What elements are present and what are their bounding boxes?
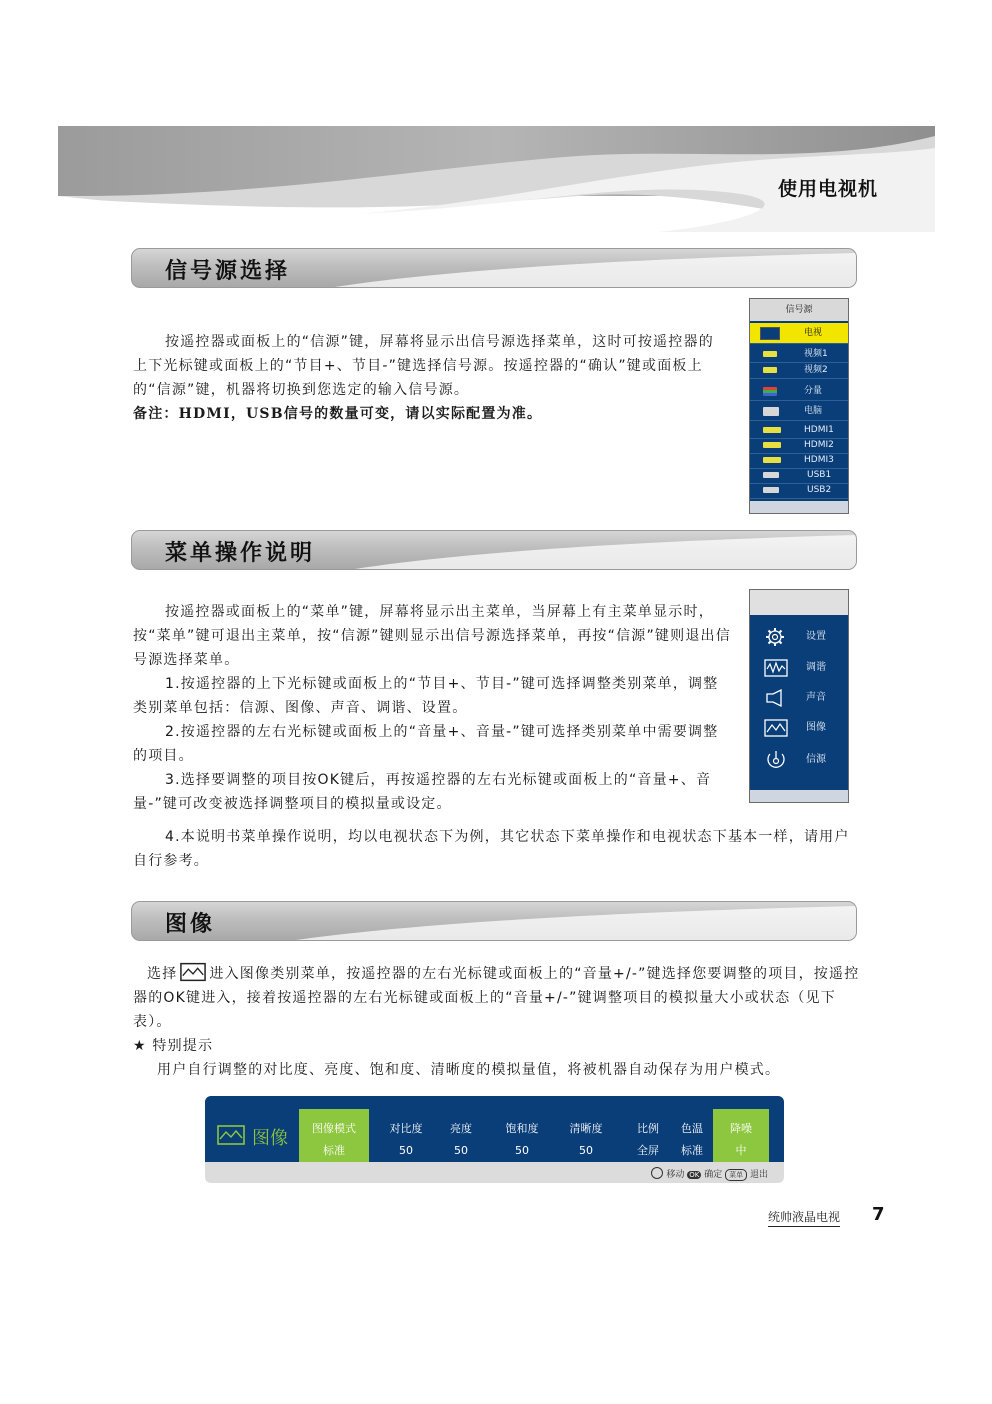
main-menu-footer [750,790,848,802]
menu-key-icon: 菜单 [725,1169,747,1181]
source-item-label: 分量 [804,386,823,396]
source-item-usb2[interactable] [750,483,848,499]
picture-col-color-temp[interactable]: 色温 标准 [681,1122,703,1157]
picture-icon [764,718,788,738]
source-menu [749,298,849,514]
source-item-hdmi2[interactable] [750,438,848,454]
section-bar-signal-source [131,248,857,288]
source-item-label: HDMI2 [804,440,834,450]
ok-key-icon: OK [689,1171,700,1179]
hdmi-icon [763,457,781,463]
tv-icon [760,327,780,340]
source-item-label: HDMI3 [804,455,834,465]
section2-paragraph-5: 4.本说明书菜单操作说明，均以电视状态下为例，其它状态下菜单操作和电视状态下基本一样，请用户自行参考。 [133,829,850,869]
source-menu-footer [750,501,848,513]
help-move: 移动 [666,1170,685,1180]
main-menu-item-settings[interactable] [764,626,844,648]
main-menu-item-label: 设置 [806,631,826,642]
source-item-label: HDMI1 [804,425,834,435]
picture-col-aspect[interactable]: 比例 全屏 [637,1122,659,1157]
av-cable-icon [763,351,777,357]
main-menu-item-sound[interactable] [764,687,844,709]
section2-paragraph-4: 3.选择要调整的项目按OK键后，再按遥控器的左右光标键或面板上的“音量+、音量-”键可改变被选择调整项目的模拟量或设定。 [133,772,712,812]
section-bar-menu-operation [131,530,857,570]
main-menu-header [750,590,848,615]
section-title: 图像 [165,912,216,937]
source-item-label: 视频2 [804,365,828,375]
main-menu-item-source[interactable] [764,749,844,771]
picture-menu-bar [205,1096,784,1162]
source-item-tv[interactable] [750,323,848,344]
section1-body [133,330,723,426]
main-menu-item-label: 信源 [806,754,826,765]
source-item-label: USB2 [807,485,832,495]
page-header-title: 使用电视机 [778,178,879,200]
help-exit: 退出 [749,1170,768,1180]
main-menu-item-picture[interactable] [764,717,844,739]
hdmi-icon [763,442,781,448]
picture-menu-help [651,1167,768,1181]
av-cable-icon [763,367,777,373]
picture-col-mode[interactable]: 图像模式 标准 [312,1122,356,1157]
section2-paragraph-1: 按遥控器或面板上的“菜单”键，屏幕将显示出主菜单，当屏幕上有主菜单显示时，按“菜单”键可退出主菜单，按“信源”键则显示出信号源选择菜单，再按“信源”键则退出信号源选择菜单。 [133,604,731,668]
usb-icon [763,487,779,493]
section3-intro-after: 进入图像类别菜单，按遥控器的左右光标键或面板上的“音量+/-”键选择您要调整的项目，按遥控器的OK键进入，接着按遥控器的左右光标键或面板上的“音量+/-”键调整项目的模拟量大小或状态（见下表）。 [133,966,860,1030]
section2-paragraph-3: 2.按遥控器的左右光标键或面板上的“音量+、音量-”键可选择类别菜单中需要调整的项目。 [133,724,719,764]
picture-col-saturation[interactable]: 饱和度 50 [505,1122,539,1157]
vga-icon [763,407,779,416]
source-item-label: 电脑 [804,406,823,416]
picture-col-noise-reduction[interactable]: 降噪 中 [730,1122,752,1157]
component-cable-icon [763,387,777,396]
source-item-av2[interactable] [750,363,848,379]
picture-col-contrast[interactable]: 对比度 50 [389,1122,423,1157]
section-bar-picture [131,901,857,941]
main-menu [749,589,849,803]
source-item-label: 电视 [804,328,823,338]
main-menu-item-label: 调谐 [806,662,826,673]
move-icon [651,1167,663,1179]
source-item-hdmi1[interactable] [750,423,848,439]
source-item-label: USB1 [807,470,832,480]
picture-menu-label: 图像 [252,1128,288,1149]
speaker-icon [764,688,788,708]
picture-icon [217,1125,245,1145]
picture-menu [205,1096,784,1183]
section3-intro-before: 选择 [147,966,178,982]
hdmi-icon [763,427,781,433]
picture-col-sharpness[interactable]: 清晰度 50 [569,1122,603,1157]
source-icon [764,750,788,770]
special-tip-title: ★ 特别提示 [133,1038,214,1054]
section1-note: 备注：HDMI，USB信号的数量可变，请以实际配置为准。 [133,406,543,422]
section2-body-full [133,825,861,873]
footer-brand: 统帅液晶电视 [768,1208,840,1227]
picture-icon [180,962,206,982]
source-menu-title: 信号源 [750,299,848,321]
usb-icon [763,472,779,478]
main-menu-item-tuning[interactable] [764,657,844,679]
picture-col-brightness[interactable]: 亮度 50 [450,1122,472,1157]
help-ok: 确定 [704,1170,723,1180]
source-item-pc[interactable] [750,403,848,421]
source-item-component[interactable] [750,383,848,401]
special-tip-text: 用户自行调整的对比度、亮度、饱和度、清晰度的模拟量值，将被机器自动保存为用户模式。 [157,1062,781,1078]
source-item-hdmi3[interactable] [750,453,848,469]
tuning-icon [764,658,788,678]
source-item-label: 视频1 [804,349,828,359]
page-number: 7 [872,1204,885,1225]
section1-paragraph: 按遥控器或面板上的“信源”键，屏幕将显示出信号源选择菜单，这时可按遥控器的上下光标键或面板上的“节目+、节目-”键选择信号源。按遥控器的“确认”键或面板上的“信源”键，机器将切换到您选定的输入信号源。 [133,334,714,398]
gear-icon [764,627,786,647]
section2-paragraph-2: 1.按遥控器的上下光标键或面板上的“节目+、节目-”键可选择调整类别菜单，调整类别菜单包括：信源、图像、声音、调谐、设置。 [133,676,719,716]
source-item-usb1[interactable] [750,468,848,484]
section3-intro [133,962,861,1034]
section-title: 信号源选择 [165,259,291,284]
main-menu-item-label: 声音 [806,692,826,703]
section2-body-left [133,600,738,816]
main-menu-item-label: 图像 [806,722,826,733]
section3-body [133,962,861,1082]
section-title: 菜单操作说明 [165,541,316,566]
source-item-av1[interactable] [750,347,848,363]
